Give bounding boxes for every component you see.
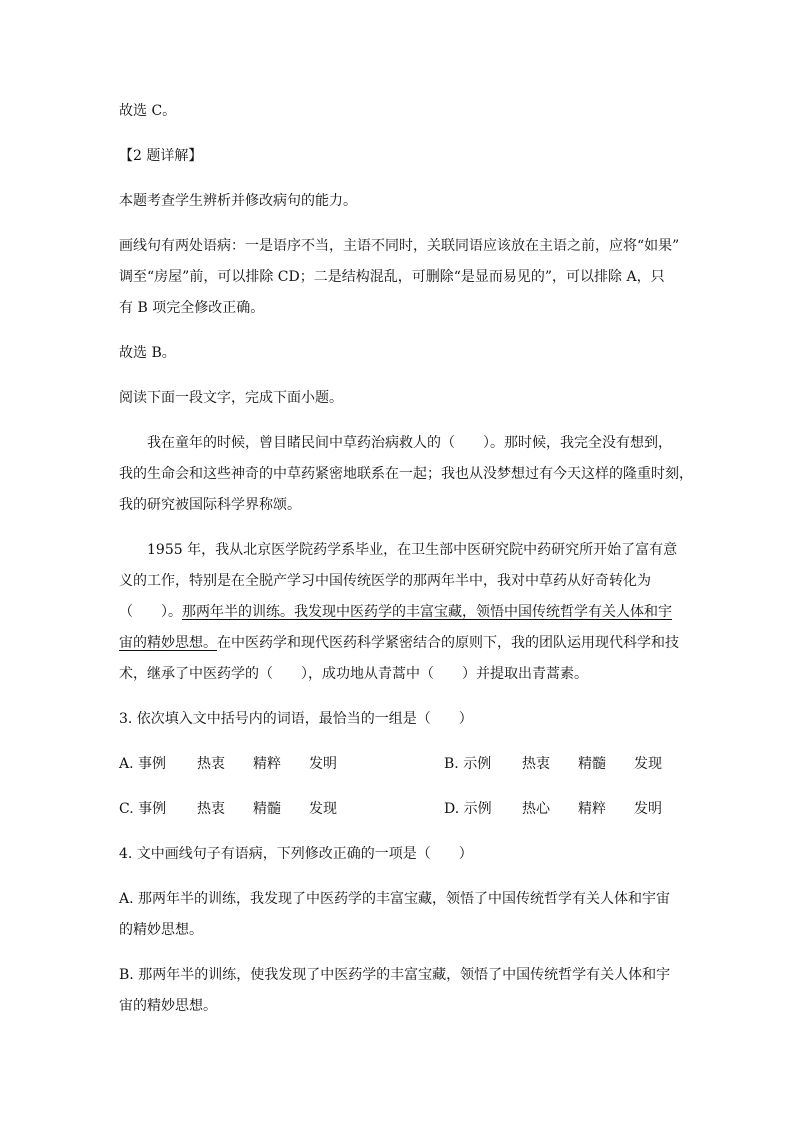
q3-option-a-word-3: 精粹 (253, 756, 281, 772)
underlined-sentence-part-2: 宙的精妙思想。 (119, 635, 217, 651)
q4-option-b-line-1: B. 那两年半的训练，使我发现了中医药学的丰富宝藏，领悟了中国传统哲学有关人体和宇 (119, 967, 671, 983)
q4-option-a-line-2: 的精妙思想。 (119, 922, 203, 938)
q4-option-a-line-1: A. 那两年半的训练，我发现了中医药学的丰富宝藏，领悟了中国传统哲学有关人体和宇宙 (119, 891, 671, 907)
q3-option-a-word-1: A. 事例 (119, 756, 167, 772)
q3-option-b-word-2: 热衷 (522, 756, 550, 772)
q3-options-row-1 (119, 754, 679, 774)
question-3: 3. 依次填入文中括号内的词语，最恰当的一组是（ ） (119, 711, 473, 727)
passage-p1-line-1: 我在童年的时候，曾目睹民间中草药治病救人的（ ）。那时候，我完全没有想到， (147, 435, 672, 451)
answer-choice-b: 故选 B。 (119, 345, 176, 361)
passage-p2-line-3 (119, 602, 672, 622)
explanation-line-2: 调至“房屋”前，可以排除 CD；二是结构混乱，可删除“是显而易见的”，可以排除 A，只 (119, 269, 665, 285)
passage-p1-line-3: 我的研究被国际科学界称颂。 (119, 497, 301, 513)
explanation-line-3: 有 B 项完全修改正确。 (119, 300, 265, 316)
q3-option-c-word-3: 精髓 (253, 801, 281, 817)
explanation-line-1: 画线句有两处语病：一是语序不当，主语不同时，关联同语应该放在主语之前，应将“如果” (119, 238, 680, 254)
q3-option-b-word-1: B. 示例 (444, 756, 492, 772)
q3-option-b-word-3: 精髓 (578, 756, 606, 772)
q3-option-c-word-4: 发现 (309, 801, 337, 817)
q3-option-d-word-1: D. 示例 (444, 801, 492, 817)
passage-p2-line-2: 义的工作，特别是在全脱产学习中国传统医学的那两年半中，我对中草药从好奇转化为 (119, 573, 651, 589)
passage-p2-line-4 (119, 633, 679, 653)
q3-option-a (119, 754, 166, 774)
reading-instruction: 阅读下面一段文字，完成下面小题。 (119, 390, 343, 406)
explanation-intro: 本题考查学生辨析并修改病句的能力。 (119, 193, 357, 209)
q3-options-row-2 (119, 799, 679, 819)
q3-option-d-word-4: 发明 (634, 801, 662, 817)
q3-option-c-word-1: C. 事例 (119, 801, 167, 817)
q3-option-a-word-2: 热衷 (197, 756, 225, 772)
passage-p2-line-1: 1955 年，我从北京医学院药学系毕业，在卫生部中医研究院中药研究所开始了富有意 (147, 542, 678, 558)
q3-option-c-word-2: 热衷 (197, 801, 225, 817)
q3-option-d-word-3: 精粹 (578, 801, 606, 817)
q3-option-b-word-4: 发现 (634, 756, 662, 772)
passage-p1-line-2: 我的生命会和这些神奇的中草药紧密地联系在一起；我也从没梦想过有今天这样的隆重时刻， (119, 466, 693, 482)
q3-option-a-word-4: 发明 (309, 756, 337, 772)
q3-option-d-word-2: 热心 (522, 801, 550, 817)
q4-option-b-line-2: 宙的精妙思想。 (119, 998, 217, 1014)
answer-choice-c: 故选 C。 (119, 103, 177, 119)
passage-p2-line-4-rest: 在中医药学和现代医药科学紧密结合的原则下，我的团队运用现代科学和技 (217, 635, 679, 651)
section-heading-q2: 【2 题详解】 (119, 148, 203, 164)
blank-paren: （ ）。 (119, 604, 182, 620)
underlined-sentence-part-1: 那两年半的训练。我发现中医药学的丰富宝藏，领悟中国传统哲学有关人体和宇 (182, 604, 672, 620)
question-4: 4. 文中画线句子有语病，下列修改正确的一项是（ ） (119, 846, 473, 862)
passage-p2-line-5: 术，继承了中医药学的（ ），成功地从青蒿中（ ）并提取出青蒿素。 (119, 666, 588, 682)
